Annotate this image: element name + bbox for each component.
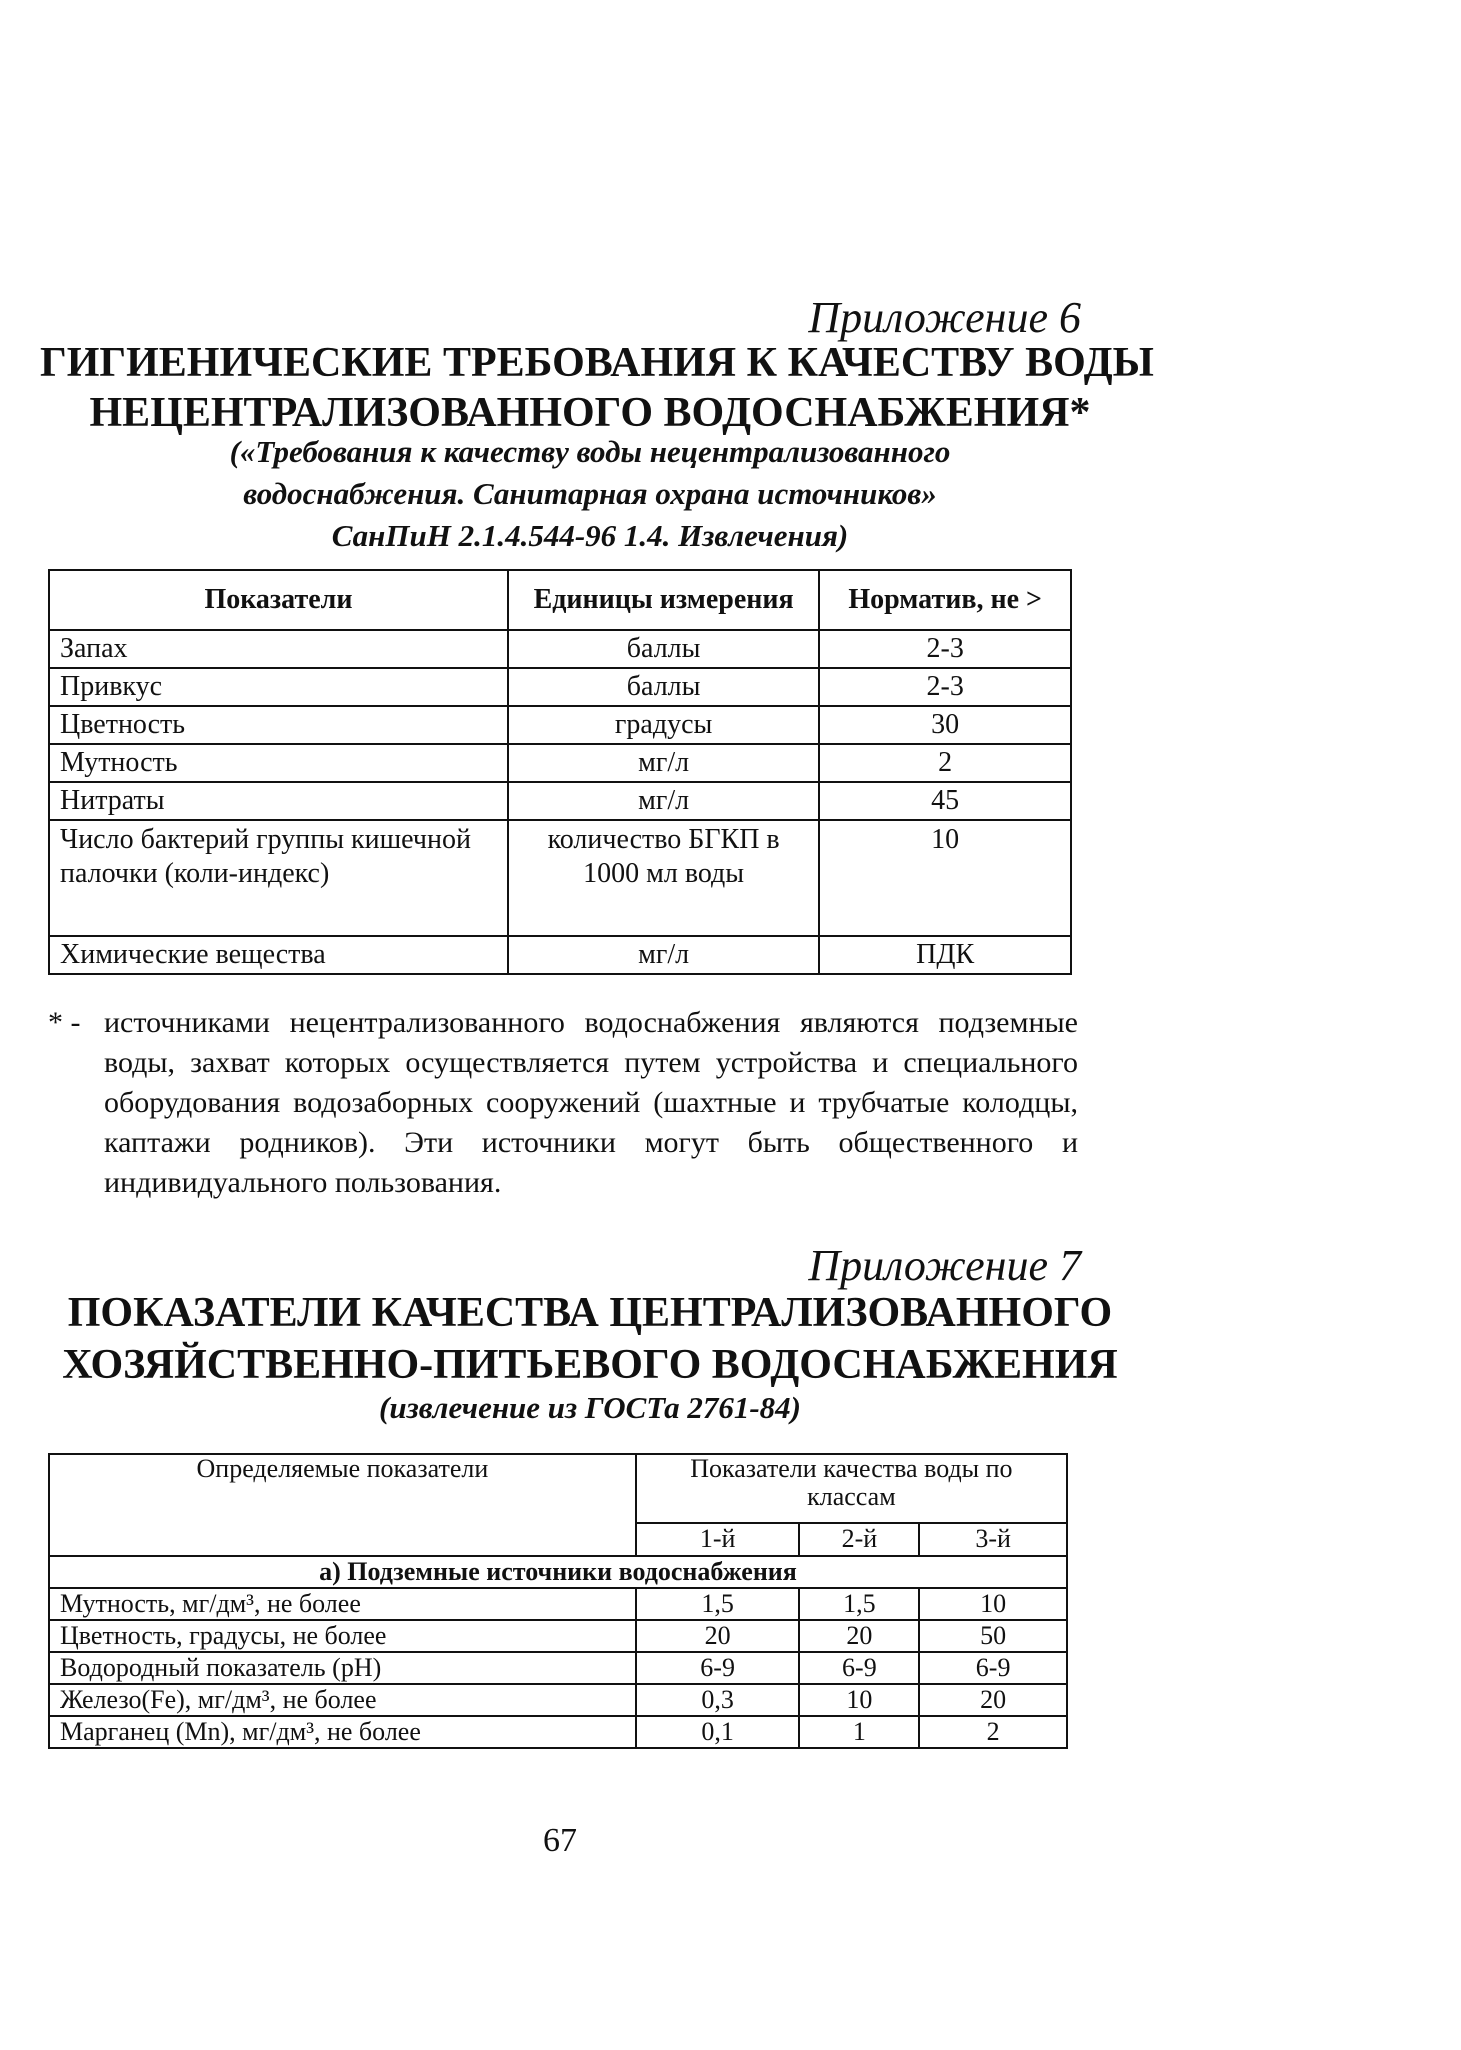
indicator-unit: мг/л xyxy=(508,744,819,782)
indicator-name: Мутность xyxy=(49,744,508,782)
indicator-name: Железо(Fe), мг/дм³, не более xyxy=(49,1684,636,1716)
column-header-norm: Норматив, не > xyxy=(819,570,1071,630)
indicator-norm: ПДК xyxy=(819,936,1071,974)
table-row xyxy=(49,744,1071,782)
class-1-value: 20 xyxy=(636,1620,800,1652)
class-3-value: 2 xyxy=(919,1716,1067,1748)
indicator-name: Марганец (Mn), мг/дм³, не более xyxy=(49,1716,636,1748)
class-3-value: 20 xyxy=(919,1684,1067,1716)
section-row xyxy=(49,1556,1067,1588)
indicator-name: Число бактерий группы кишечной палочки (коли-индекс) xyxy=(49,820,508,936)
water-quality-classes-table xyxy=(48,1453,1068,1749)
class-2-value: 10 xyxy=(799,1684,919,1716)
table-header-row xyxy=(49,570,1071,630)
column-header-indicators: Показатели xyxy=(49,570,508,630)
indicator-norm: 2 xyxy=(819,744,1071,782)
class-1-value: 0,1 xyxy=(636,1716,800,1748)
table-row xyxy=(49,820,1071,936)
table-row xyxy=(49,1684,1067,1716)
indicator-name: Мутность, мг/дм³, не более xyxy=(49,1588,636,1620)
table-row xyxy=(49,1620,1067,1652)
indicator-name: Цветность, градусы, не более xyxy=(49,1620,636,1652)
class-2-value: 6-9 xyxy=(799,1652,919,1684)
column-header-quality: Показатели качества воды по классам xyxy=(636,1454,1067,1523)
indicator-name: Запах xyxy=(49,630,508,668)
indicator-name: Привкус xyxy=(49,668,508,706)
indicator-norm: 10 xyxy=(819,820,1071,936)
appendix-6-subtitle-line-1: («Требования к качеству воды нецентрализованного xyxy=(229,434,951,469)
appendix-6-subtitle-line-3: СанПиН 2.1.4.544-96 1.4. Извлечения) xyxy=(331,518,849,553)
section-title: а) Подземные источники водоснабжения xyxy=(49,1556,1067,1588)
indicator-unit: баллы xyxy=(508,668,819,706)
table-row xyxy=(49,706,1071,744)
indicator-name: Химические вещества xyxy=(49,936,508,974)
table-row xyxy=(49,1652,1067,1684)
column-header-class-3: 3-й xyxy=(919,1523,1067,1556)
indicator-name: Цветность xyxy=(49,706,508,744)
class-1-value: 6-9 xyxy=(636,1652,800,1684)
indicator-norm: 2-3 xyxy=(819,668,1071,706)
appendix-6-title-line-2: НЕЦЕНТРАЛИЗОВАННОГО ВОДОСНАБЖЕНИЯ* xyxy=(89,390,1091,436)
appendix-7-subtitle: (извлечение из ГОСТа 2761-84) xyxy=(379,1390,801,1425)
column-header-units: Единицы измерения xyxy=(508,570,819,630)
appendix-7-title-line-2: ХОЗЯЙСТВЕННО-ПИТЬЕВОГО ВОДОСНАБЖЕНИЯ xyxy=(62,1342,1118,1388)
column-header-class-2: 2-й xyxy=(799,1523,919,1556)
water-requirements-table xyxy=(48,569,1072,975)
table-row xyxy=(49,782,1071,820)
footnote xyxy=(48,1003,1078,1203)
indicator-name: Нитраты xyxy=(49,782,508,820)
appendix-6-label: Приложение 6 xyxy=(808,293,1081,342)
footnote-marker: * - xyxy=(48,1006,81,1039)
class-3-value: 6-9 xyxy=(919,1652,1067,1684)
table-header-row xyxy=(49,1454,1067,1523)
appendix-6-title-line-1: ГИГИЕНИЧЕСКИЕ ТРЕБОВАНИЯ К КАЧЕСТВУ ВОДЫ xyxy=(40,340,1154,386)
footnote-text: источниками нецентрализованного водоснабжения являются подземные воды, захват которых осуществляется путем устройства и специального оборудования водозаборных сооружений (шахтные и трубчатые колодцы, каптажи родников). Эти источники могут быть общественного и индивидуального пользования. xyxy=(104,1006,1078,1199)
indicator-norm: 30 xyxy=(819,706,1071,744)
class-3-value: 10 xyxy=(919,1588,1067,1620)
class-1-value: 1,5 xyxy=(636,1588,800,1620)
class-2-value: 1 xyxy=(799,1716,919,1748)
class-1-value: 0,3 xyxy=(636,1684,800,1716)
class-2-value: 20 xyxy=(799,1620,919,1652)
column-header-class-1: 1-й xyxy=(636,1523,800,1556)
indicator-unit: градусы xyxy=(508,706,819,744)
class-2-value: 1,5 xyxy=(799,1588,919,1620)
indicator-unit: баллы xyxy=(508,630,819,668)
table-row xyxy=(49,668,1071,706)
column-header-indicators: Определяемые показатели xyxy=(49,1454,636,1556)
appendix-7-label: Приложение 7 xyxy=(808,1241,1081,1290)
indicator-norm: 45 xyxy=(819,782,1071,820)
class-3-value: 50 xyxy=(919,1620,1067,1652)
table-row xyxy=(49,1716,1067,1748)
indicator-unit: мг/л xyxy=(508,936,819,974)
appendix-7-title-line-1: ПОКАЗАТЕЛИ КАЧЕСТВА ЦЕНТРАЛИЗОВАННОГО xyxy=(67,1290,1113,1336)
page-number: 67 xyxy=(543,1822,577,1859)
table-row xyxy=(49,1588,1067,1620)
indicator-unit: мг/л xyxy=(508,782,819,820)
indicator-name: Водородный показатель (pH) xyxy=(49,1652,636,1684)
table-row xyxy=(49,630,1071,668)
table-row xyxy=(49,936,1071,974)
indicator-norm: 2-3 xyxy=(819,630,1071,668)
indicator-unit: количество БГКП в 1000 мл воды xyxy=(508,820,819,936)
appendix-6-subtitle-line-2: водоснабжения. Санитарная охрана источников» xyxy=(243,476,937,511)
